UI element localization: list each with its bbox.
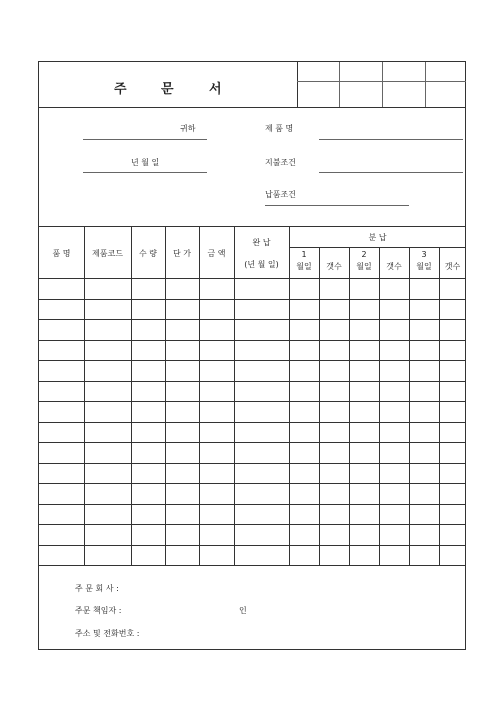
table-row-line [39, 401, 466, 402]
partial-3-count-header: 갯수 [444, 262, 461, 271]
partial-3-date-header: 월일 [416, 262, 432, 271]
col-code-header: 제품코드 [92, 249, 123, 258]
table-top-line [39, 226, 466, 227]
partial-header-line [289, 247, 466, 248]
delivery-terms-label: 납품조건 [265, 190, 296, 199]
date-line [83, 172, 207, 173]
table-col-line [165, 226, 166, 565]
title-separator [39, 107, 466, 108]
table-col-line [234, 226, 235, 565]
partial-2-count-header: 갯수 [386, 262, 402, 271]
table-row-line [39, 504, 466, 505]
col-complete-header: 완 납 [252, 238, 271, 247]
seal-label: 인 [239, 606, 247, 615]
table-col-line [439, 247, 440, 565]
table-row-line [39, 422, 466, 423]
col-item-header: 품 명 [52, 249, 71, 258]
table-row-line [39, 442, 466, 443]
col-price-header: 단 가 [173, 249, 191, 258]
table-row-line [39, 319, 466, 320]
table-col-line [84, 226, 85, 565]
payment-terms-label: 지불조건 [265, 158, 296, 167]
manager-label: 주문 책임자 : [75, 606, 122, 615]
partial-3-number: 3 [421, 250, 427, 259]
address-label: 주소 및 전화번호 : [75, 629, 140, 638]
date-label: 년 월 일 [131, 158, 160, 167]
product-name-line [319, 139, 463, 140]
table-row-line [39, 524, 466, 525]
table-col-line [379, 247, 380, 565]
table-row-line [39, 463, 466, 464]
table-row-line [39, 381, 466, 382]
table-col-line [319, 247, 320, 565]
partial-1-count-header: 갯수 [326, 262, 342, 271]
table-col-line [289, 226, 290, 565]
table-row-line [39, 299, 466, 300]
table-row-line [39, 360, 466, 361]
col-amount-header: 금 액 [207, 249, 226, 258]
table-col-line [349, 247, 350, 565]
col-partial-header: 분 납 [368, 233, 387, 242]
partial-1-date-header: 월일 [296, 262, 312, 271]
table-row-line [39, 545, 466, 546]
company-label: 주 문 회 사 : [75, 584, 119, 593]
payment-terms-line [319, 172, 463, 173]
title-char-1: 주 [114, 82, 127, 97]
approval-col-line [382, 62, 383, 107]
approval-col-line [339, 62, 340, 107]
table-row-line [39, 340, 466, 341]
partial-1-number: 1 [301, 250, 307, 259]
recipient-line [83, 139, 207, 140]
col-qty-header: 수 량 [139, 249, 157, 258]
table-col-line [199, 226, 200, 565]
table-col-line [409, 247, 410, 565]
col-complete-date-header: (년 월 일) [244, 260, 279, 269]
form-title [39, 62, 297, 107]
title-char-2: 문 [161, 82, 174, 97]
delivery-terms-line [265, 205, 409, 206]
recipient-suffix: 귀하 [180, 124, 196, 133]
approval-divider [297, 62, 298, 107]
title-char-3: 서 [209, 82, 222, 97]
partial-2-date-header: 월일 [356, 262, 372, 271]
product-name-label: 제 품 명 [265, 124, 294, 133]
order-form [38, 61, 466, 650]
table-bottom-line [39, 565, 466, 566]
table-col-line [131, 226, 132, 565]
partial-2-number: 2 [361, 250, 367, 259]
table-row-line [39, 483, 466, 484]
table-header-bottom [39, 278, 466, 279]
approval-col-line [425, 62, 426, 107]
